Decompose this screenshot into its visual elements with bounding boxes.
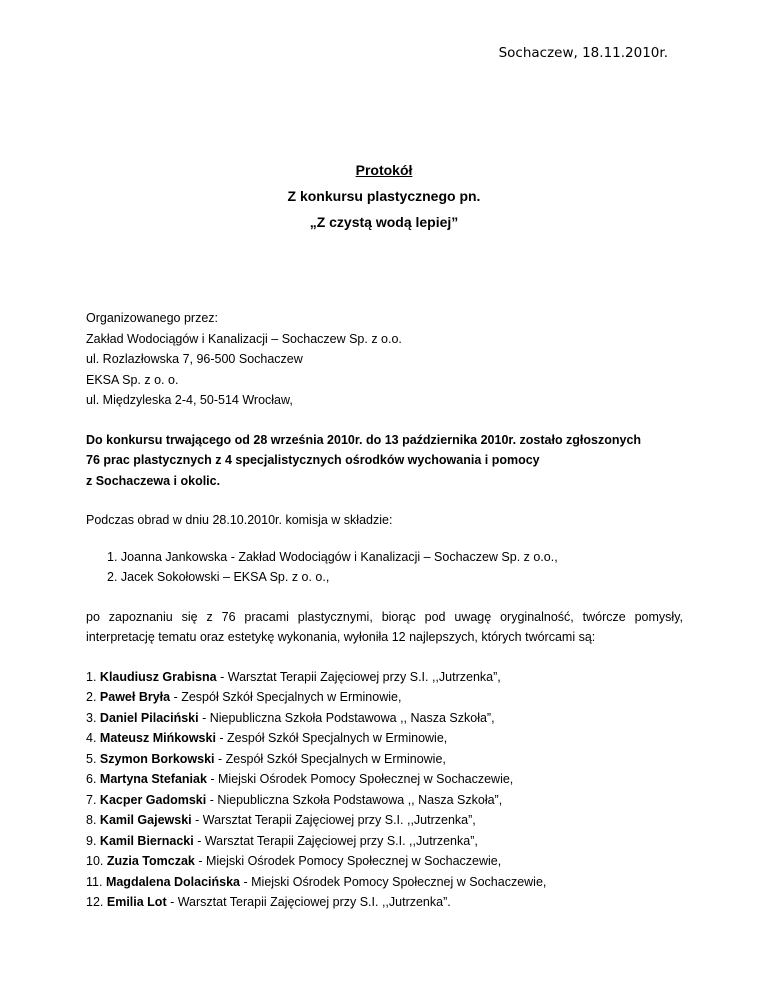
winner-item — [86, 687, 683, 708]
winner-item — [86, 851, 683, 872]
winner-institution: - Warsztat Terapii Zajęciowej przy S.I. ,,Jutrzenka”, — [216, 669, 501, 684]
document-subtitle: Z konkursu plastycznego pn. — [287, 188, 481, 204]
winner-number: 1. — [86, 669, 97, 684]
winner-item — [86, 728, 683, 749]
winner-name: Klaudiusz Grabisna — [99, 669, 217, 684]
winner-name: Kacper Gadomski — [99, 792, 207, 807]
winner-item — [86, 831, 683, 852]
winner-institution: - Miejski Ośrodek Pomocy Społecznej w Sochaczewie, — [240, 874, 547, 889]
winner-name: Magdalena Dolacińska — [105, 874, 241, 889]
contest-line: z Sochaczewa i okolic. — [86, 473, 221, 488]
winner-number: 12. — [86, 895, 104, 909]
winner-institution: - Miejski Ośrodek Pomocy Społecznej w Sochaczewie, — [194, 854, 502, 868]
winner-institution: - Zespół Szkół Specjalnych w Erminowie, — [170, 690, 402, 704]
contest-name: „Z czystą wodą lepiej” — [309, 214, 459, 230]
winner-name: Emilia Lot — [106, 895, 167, 909]
winner-number: 7. — [86, 792, 97, 807]
winner-name: Martyna Stefaniak — [99, 772, 207, 786]
winner-number: 9. — [86, 833, 97, 848]
organizer-line: Zakład Wodociągów i Kanalizacji – Sochaczew Sp. z o.o. — [86, 331, 402, 346]
contest-summary — [86, 430, 683, 492]
organizer-line: EKSA Sp. z o. o. — [86, 372, 179, 387]
commission-list — [86, 547, 683, 588]
winner-name: Mateusz Mińkowski — [99, 731, 216, 745]
winner-item — [86, 790, 683, 811]
result-line: po zapoznaniu się z 76 pracami plastycznymi, biorąc pod uwagę oryginalność, twórcze pomysły, — [86, 609, 683, 624]
winner-number: 6. — [86, 772, 97, 786]
winner-number: 8. — [86, 813, 97, 827]
winner-number: 10. — [86, 854, 104, 868]
result-line: interpretację tematu oraz estetykę wykonania, wyłoniła 12 najlepszych, których twórcami są: — [86, 630, 596, 644]
contest-line: Do konkursu trwającego od 28 września 2010r. do 13 października 2010r. zostało zgłoszonych — [86, 432, 642, 447]
winner-number: 3. — [86, 710, 97, 725]
winners-list — [86, 667, 683, 913]
winner-item — [86, 892, 683, 913]
organizers-section — [86, 308, 683, 411]
document-date: Sochaczew, 18.11.2010r. — [498, 45, 668, 61]
organizer-line: ul. Rozlazłowska 7, 96-500 Sochaczew — [86, 352, 303, 366]
title-block — [0, 157, 768, 235]
winner-number: 5. — [86, 751, 97, 766]
winner-name: Daniel Pilaciński — [99, 710, 199, 725]
winner-name: Kamil Biernacki — [99, 833, 194, 848]
winner-item — [86, 769, 683, 790]
winner-number: 4. — [86, 731, 97, 745]
winner-name: Kamil Gajewski — [99, 813, 192, 827]
winner-item — [86, 667, 683, 688]
winner-number: 11. — [86, 874, 103, 889]
winner-item — [86, 708, 683, 729]
winner-institution: - Warsztat Terapii Zajęciowej przy S.I. ,,Jutrzenka”, — [193, 833, 478, 848]
winner-institution: - Warsztat Terapii Zajęciowej przy S.I. ,,Jutrzenka”, — [191, 813, 476, 827]
winner-name: Paweł Bryła — [99, 690, 171, 704]
winner-name: Szymon Borkowski — [99, 751, 215, 766]
document-body — [86, 308, 683, 913]
winner-institution: - Miejski Ośrodek Pomocy Społecznej w Sochaczewie, — [206, 772, 514, 786]
winner-item — [86, 749, 683, 770]
winner-institution: - Warsztat Terapii Zajęciowej przy S.I. ,,Jutrzenka”. — [166, 895, 451, 909]
commission-member: 1. Joanna Jankowska - Zakład Wodociągów i Kanalizacji – Sochaczew Sp. z o.o., — [107, 549, 558, 564]
organizers-intro: Organizowanego przez: — [86, 311, 219, 325]
organizer-line: ul. Międzyleska 2-4, 50-514 Wrocław, — [86, 393, 293, 407]
winner-institution: - Niepubliczna Szkoła Podstawowa ,, Nasza Szkoła”, — [206, 792, 503, 807]
winner-institution: - Niepubliczna Szkoła Podstawowa ,, Nasza Szkoła”, — [198, 710, 495, 725]
winner-name: Zuzia Tomczak — [106, 854, 195, 868]
deliberation-intro: Podczas obrad w dniu 28.10.2010r. komisja w składzie: — [86, 513, 393, 527]
commission-member: 2. Jacek Sokołowski – EKSA Sp. z o. o., — [107, 570, 330, 584]
winner-institution: - Zespół Szkół Specjalnych w Erminowie, — [214, 751, 446, 766]
contest-line: 76 prac plastycznych z 4 specjalistycznych ośrodków wychowania i pomocy — [86, 453, 540, 467]
winner-institution: - Zespół Szkół Specjalnych w Erminowie, — [215, 731, 448, 745]
winner-item — [86, 810, 683, 831]
document-title: Protokół — [355, 162, 413, 178]
winner-item — [86, 872, 683, 893]
winner-number: 2. — [86, 690, 97, 704]
